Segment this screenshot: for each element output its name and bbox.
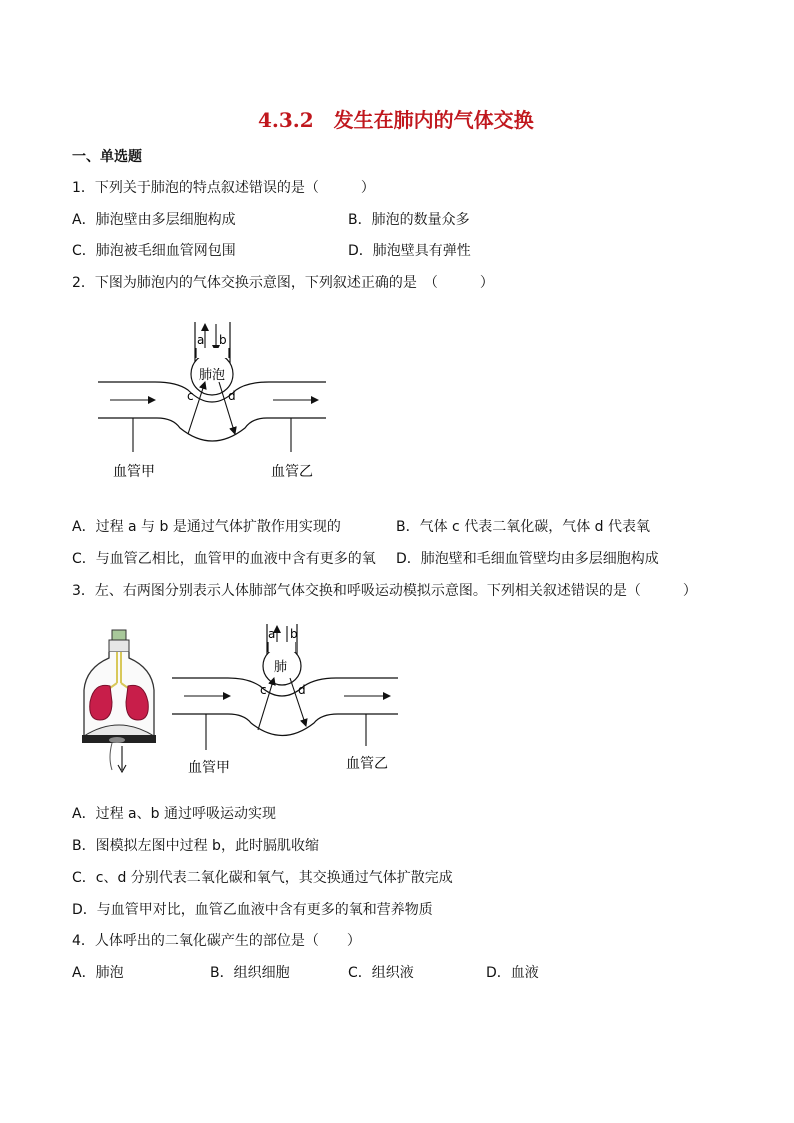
section-heading: 一、单选题 [72,149,142,165]
q1-option-a: A．肺泡壁由多层细胞构成 [72,212,236,228]
q2-option-a: A．过程 a 与 b 是通过气体扩散作用实现的 [72,519,341,535]
q3-label-c: c [260,683,267,697]
q3-option-b: B．图模拟左图中过程 b，此时膈肌收缩 [72,838,319,854]
q2-option-d: D．肺泡壁和毛细血管壁均由多层细胞构成 [396,551,659,567]
q4-option-a: A．肺泡 [72,965,124,981]
page-title: 4.3.2 发生在肺内的气体交换 [258,108,534,132]
q3-label-d: d [298,683,306,697]
q3-vessel-label-right: 血管乙 [346,756,388,772]
question-1-stem: 1．下列关于肺泡的特点叙述错误的是（ ） [72,180,375,196]
q3-label-a: a [268,627,276,641]
bell-jar-model-diagram [72,628,162,778]
q3-alveolus-label: 肺 [274,660,288,675]
q4-option-b: B．组织细胞 [210,965,290,981]
vessel-label-left: 血管甲 [113,464,155,480]
q3-label-b: b [290,627,298,641]
q3-option-c: C．c、d 分别代表二氧化碳和氧气，其交换通过气体扩散完成 [72,870,453,886]
alveolus-label: 肺泡 [199,368,226,383]
q2-gas-exchange-diagram [95,318,335,483]
question-3-stem: 3．左、右两图分别表示人体肺部气体交换和呼吸运动模拟示意图。下列相关叙述错误的是（ ） [72,583,697,599]
q2-option-b: B．气体 c 代表二氧化碳，气体 d 代表氧 [396,519,650,535]
q4-option-d: D．血液 [486,965,539,981]
q4-option-c: C．组织液 [348,965,414,981]
q1-option-d: D．肺泡壁具有弹性 [348,243,471,259]
question-4-stem: 4．人体呼出的二氧化碳产生的部位是（ ） [72,933,361,949]
q2-option-c: C．与血管乙相比，血管甲的血液中含有更多的氧 [72,551,376,567]
q1-option-c: C．肺泡被毛细血管网包围 [72,243,236,259]
q3-gas-exchange-diagram [168,620,408,780]
label-d: d [228,389,236,403]
q3-vessel-label-left: 血管甲 [188,760,230,776]
label-a: a [197,333,205,347]
label-b: b [219,333,227,347]
question-2-stem: 2．下图为肺泡内的气体交换示意图，下列叙述正确的是 （ ） [72,275,494,291]
label-c: c [187,389,194,403]
vessel-label-right: 血管乙 [271,464,313,480]
q3-option-d: D．与血管甲对比，血管乙血液中含有更多的氧和营养物质 [72,902,433,918]
q1-option-b: B．肺泡的数量众多 [348,212,470,228]
q3-option-a: A．过程 a、b 通过呼吸运动实现 [72,806,276,822]
